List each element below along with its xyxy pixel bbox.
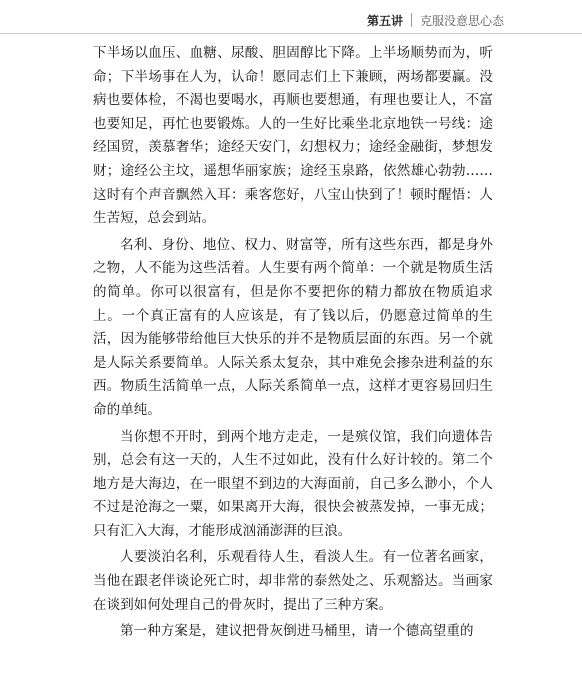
chapter-title: 克服没意思心态 <box>420 13 505 28</box>
paragraph-1: 下半场以血压、血糖、尿酸、胆固醇比下降。上半场顺势而为，听命；下半场事在人为，认命！愿同志们上下兼顾，两场都要赢。没病也要体检，不渴也要喝水，再顺也要想通，有理也要让人，不富也要知足，再忙也要锻炼。人的一生好比乘坐北京地铁一号线：途经国贸，羡慕奢华；途经天安门，幻想权力；途经金融街，梦想发财；途经公主坟，遥想华丽家族；途经玉泉路，依然雄心勃勃……这时有个声音飘然入耳：乘客您好，八宝山快到了！顿时醒悟：人生苦短，总会到站。 <box>93 45 493 227</box>
paragraph-4: 人要淡泊名利，乐观看待人生，看淡人生。有一位著名画家，当他在跟老伴谈论死亡时，却非常的泰然处之、乐观豁达。当画家在谈到如何处理自己的骨灰时，提出了三种方案。 <box>93 549 493 613</box>
chapter-label: 第五讲 <box>367 13 404 28</box>
page-body <box>93 42 493 647</box>
paragraph-3: 当你想不开时，到两个地方走走，一是殡仪馆，我们向遗体告别，总会有这一天的，人生不过如此，没有什么好计较的。第二个地方是大海边，在一眼望不到边的大海面前，自己多么渺小，个人不过是沧海之一粟，如果离开大海，很快会被蒸发掉，一事无成；只有汇入大海，才能形成汹涌澎湃的巨浪。 <box>93 428 493 539</box>
header-rule <box>0 33 582 34</box>
paragraph-2: 名利、身份、地位、权力、财富等，所有这些东西，都是身外之物，人不能为这些活着。人生要有两个简单：一个就是物质生活的简单。你可以很富有，但是你不要把你的精力都放在物质追求上。一个真正富有的人应该是，有了钱以后，仍愿意过简单的生活，因为能够带给他巨大快乐的并不是物质层面的东西。另一个就是人际关系要简单。人际关系太复杂，其中难免会掺杂进利益的东西。物质生活简单一点，人际关系简单一点，这样才更容易回归生命的单纯。 <box>93 236 493 418</box>
running-header <box>367 8 582 32</box>
header-divider <box>411 13 412 27</box>
paragraph-5: 第一种方案是，建议把骨灰倒进马桶里，请一个德高望重的 <box>120 623 474 640</box>
